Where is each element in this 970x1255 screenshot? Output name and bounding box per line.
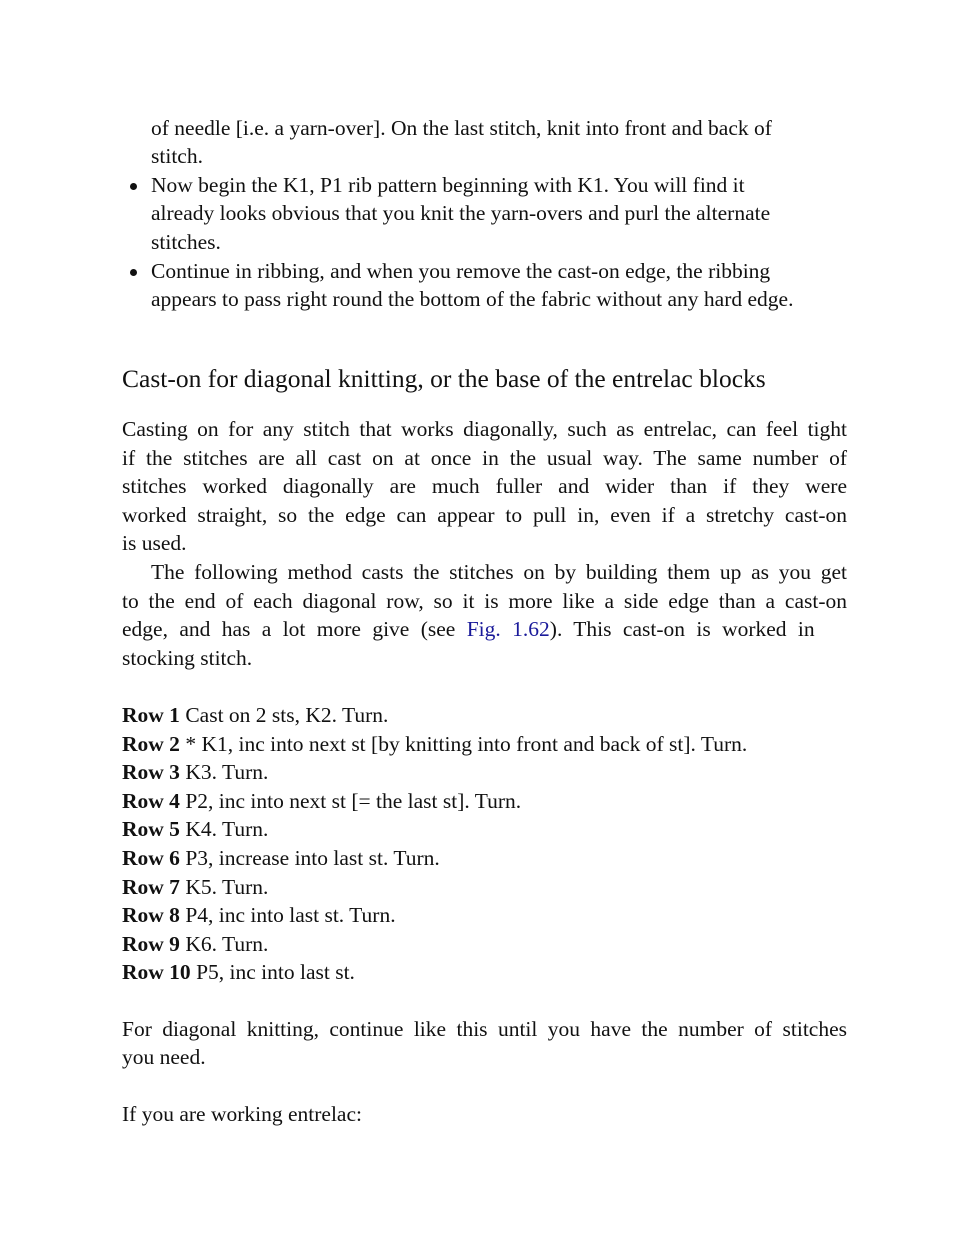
row-text: K6. Turn. — [179, 931, 269, 956]
row-instruction — [122, 701, 747, 730]
row-label: Row 5 — [122, 817, 180, 842]
paragraph-line: stitches worked diagonally are much fuller and wider than if they were — [122, 474, 847, 498]
row-label: Row 7 — [122, 874, 180, 899]
row-label: Row 2 — [122, 731, 180, 756]
list-item-line: appears to pass right round the bottom of the fabric without any hard edge. — [151, 287, 794, 311]
bullet-icon — [130, 183, 137, 190]
row-instruction — [122, 758, 747, 787]
row-text: * K1, inc into next st [by knitting into front and back of st]. Turn. — [179, 731, 748, 756]
row-instruction — [122, 787, 747, 816]
row-text: P4, inc into last st. Turn. — [179, 903, 396, 928]
row-text: P3, increase into last st. Turn. — [179, 845, 440, 870]
row-text: P5, inc into last st. — [190, 960, 355, 985]
text-fragment — [122, 615, 815, 644]
paragraph-line: is used. — [122, 531, 187, 555]
row-text: Cast on 2 sts, K2. Turn. — [179, 703, 389, 727]
list-item-line: Now begin the K1, P1 rib pattern beginning with K1. You will find it — [151, 173, 745, 197]
row-instruction — [122, 930, 747, 959]
row-instruction — [122, 958, 747, 987]
row-label: Row 3 — [122, 760, 180, 785]
row-instruction — [122, 901, 747, 930]
list-item-line: stitches. — [151, 230, 221, 254]
row-text: K4. Turn. — [179, 817, 269, 842]
row-instruction — [122, 844, 747, 873]
figure-link[interactable]: Fig. 1.62 — [466, 617, 550, 641]
paragraph-line-with-link — [122, 615, 847, 644]
paragraph-line: For diagonal knitting, continue like this until you have the number of stitches — [122, 1017, 847, 1041]
section-heading: Cast-on for diagonal knitting, or the base of the entrelac blocks — [122, 364, 766, 393]
paragraph-entrelac-intro: If you are working entrelac: — [122, 1102, 362, 1126]
list-item-tail-line: stitch. — [151, 144, 203, 168]
row-label: Row 10 — [122, 960, 191, 985]
row-text: K5. Turn. — [179, 874, 269, 899]
paragraph-line: to the end of each diagonal row, so it is more like a side edge than a cast-on — [122, 589, 847, 613]
text-after-link: ). This cast-on is worked in — [549, 617, 815, 641]
list-item-tail-line: of needle [i.e. a yarn-over]. On the last stitch, knit into front and back of — [151, 116, 772, 140]
paragraph-line: worked straight, so the edge can appear to pull in, even if a stretchy cast-on — [122, 503, 847, 527]
row-instruction — [122, 873, 747, 902]
paragraph-line: The following method casts the stitches on by building them up as you get — [151, 560, 847, 584]
paragraph-line: Casting on for any stitch that works diagonally, such as entrelac, can feel tight — [122, 417, 847, 441]
row-label: Row 8 — [122, 903, 180, 928]
row-instructions — [122, 701, 747, 987]
bullet-icon — [130, 269, 137, 276]
row-instruction — [122, 730, 747, 759]
paragraph-line: if the stitches are all cast on at once in the usual way. The same number of — [122, 446, 847, 470]
list-item-line: Continue in ribbing, and when you remove the cast-on edge, the ribbing — [151, 259, 771, 283]
row-label: Row 4 — [122, 788, 180, 813]
row-label: Row 1 — [122, 703, 180, 727]
row-text: K3. Turn. — [179, 760, 269, 785]
row-label: Row 9 — [122, 931, 180, 956]
text-before-link: edge, and has a lot more give (see — [122, 617, 467, 641]
row-instruction — [122, 815, 747, 844]
paragraph-line: stocking stitch. — [122, 646, 253, 670]
row-label: Row 6 — [122, 845, 180, 870]
row-text: P2, inc into next st [= the last st]. Turn. — [179, 788, 522, 813]
paragraph-line: you need. — [122, 1045, 206, 1069]
list-item-line: already looks obvious that you knit the yarn-overs and purl the alternate — [151, 201, 771, 225]
